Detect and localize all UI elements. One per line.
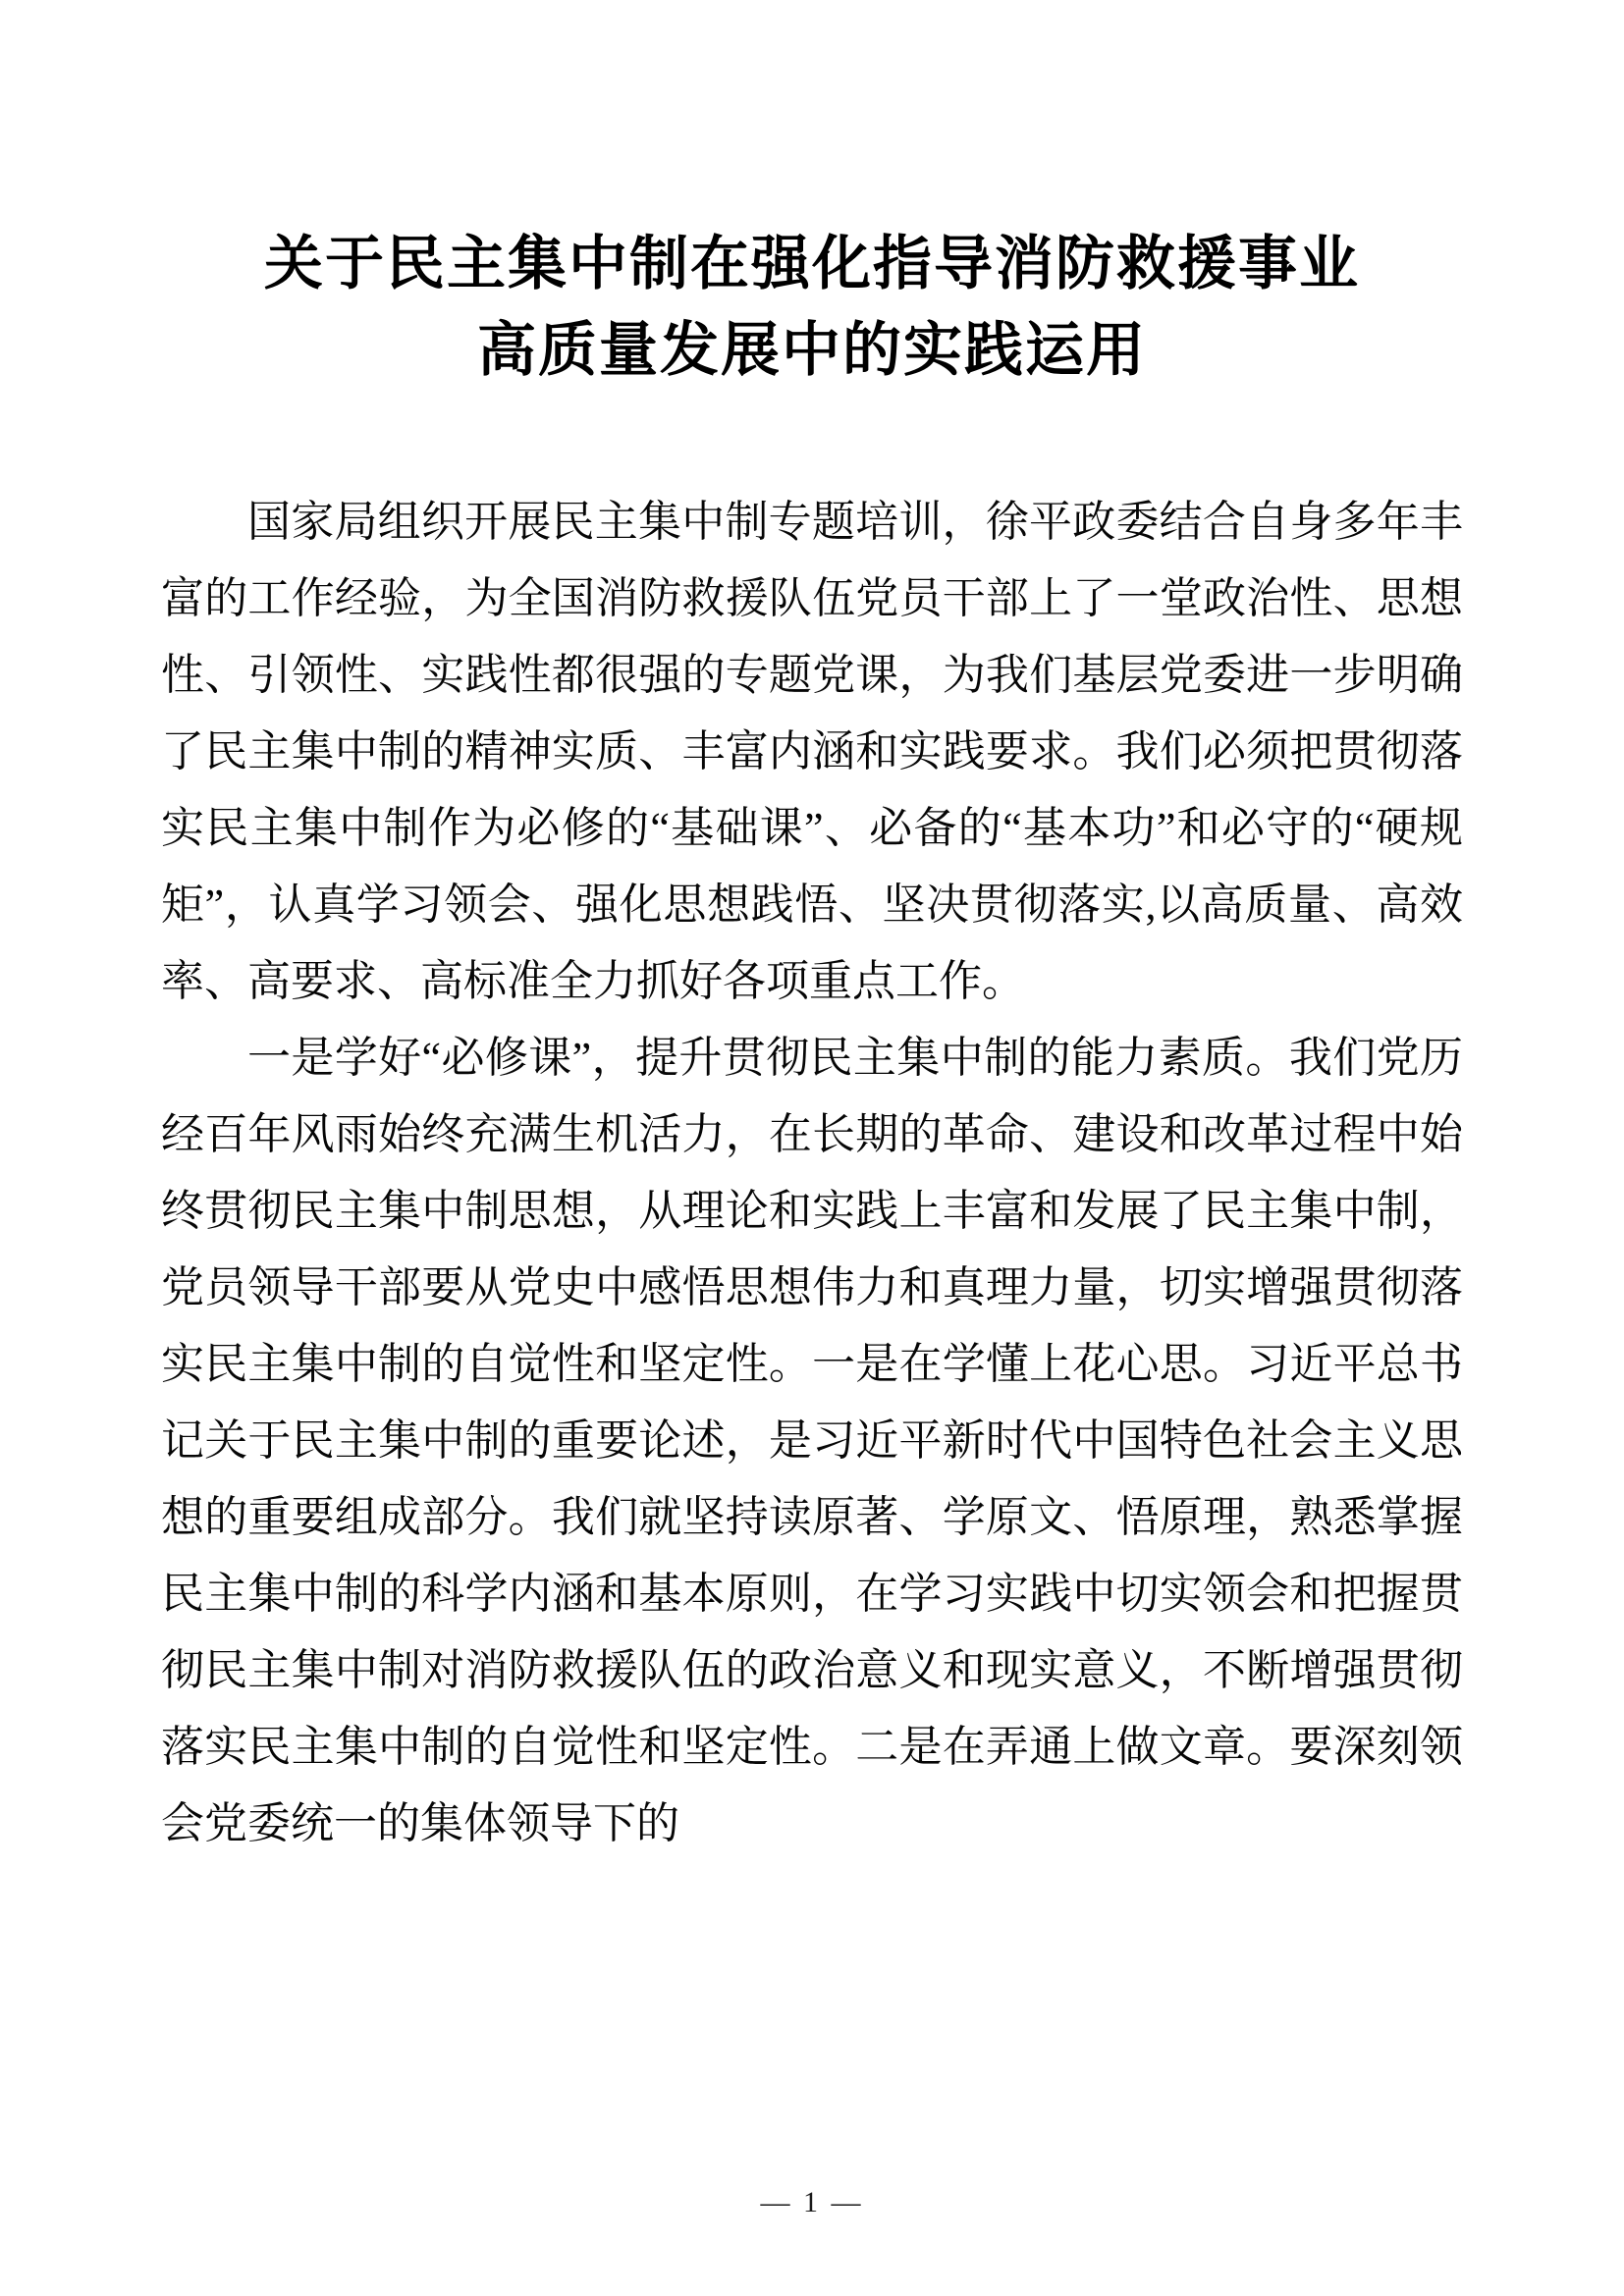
document-title-line-2: 高质量发展中的实践运用 (477, 317, 1147, 383)
document-title (157, 221, 1467, 394)
paragraph: 国家局组织开展民主集中制专题培训，徐平政委结合自身多年丰富的工作经验，为全国消防救援队伍党员干部上了一堂政治性、思想性、引领性、实践性都很强的专题党课，为我们基层党委进一步明确了民主集中制的精神实质、丰富内涵和实践要求。我们必须把贯彻落实民主集中制作为必修的“基础课”、必备的“基本功”和必守的“硬规矩”，认真学习领会、强化思想践悟、坚决贯彻落实,以高质量、高效率、高要求、高标准全力抓好各项重点工作。 (161, 498, 1463, 1005)
paragraph: 一是学好“必修课”，提升贯彻民主集中制的能力素质。我们党历经百年风雨始终充满生机活力，在长期的革命、建设和改革过程中始终贯彻民主集中制思想，从理论和实践上丰富和发展了民主集中制，党员领导干部要从党史中感悟思想伟力和真理力量，切实增强贯彻落实民主集中制的自觉性和坚定性。一是在学懂上花心思。习近平总书记关于民主集中制的重要论述，是习近平新时代中国特色社会主义思想的重要组成部分。我们就坚持读原著、学原文、悟原理，熟悉掌握民主集中制的科学内涵和基本原则，在学习实践中切实领会和把握贯彻民主集中制对消防救援队伍的政治意义和现实意义，不断增强贯彻落实民主集中制的自觉性和坚定性。二是在弄通上做文章。要深刻领会党委统一的集体领导下的 (161, 1034, 1463, 1847)
document-title-line-1: 关于民主集中制在强化指导消防救援事业 (264, 231, 1360, 296)
page-number: — 1 — (760, 2186, 864, 2218)
document-body (161, 484, 1463, 1862)
